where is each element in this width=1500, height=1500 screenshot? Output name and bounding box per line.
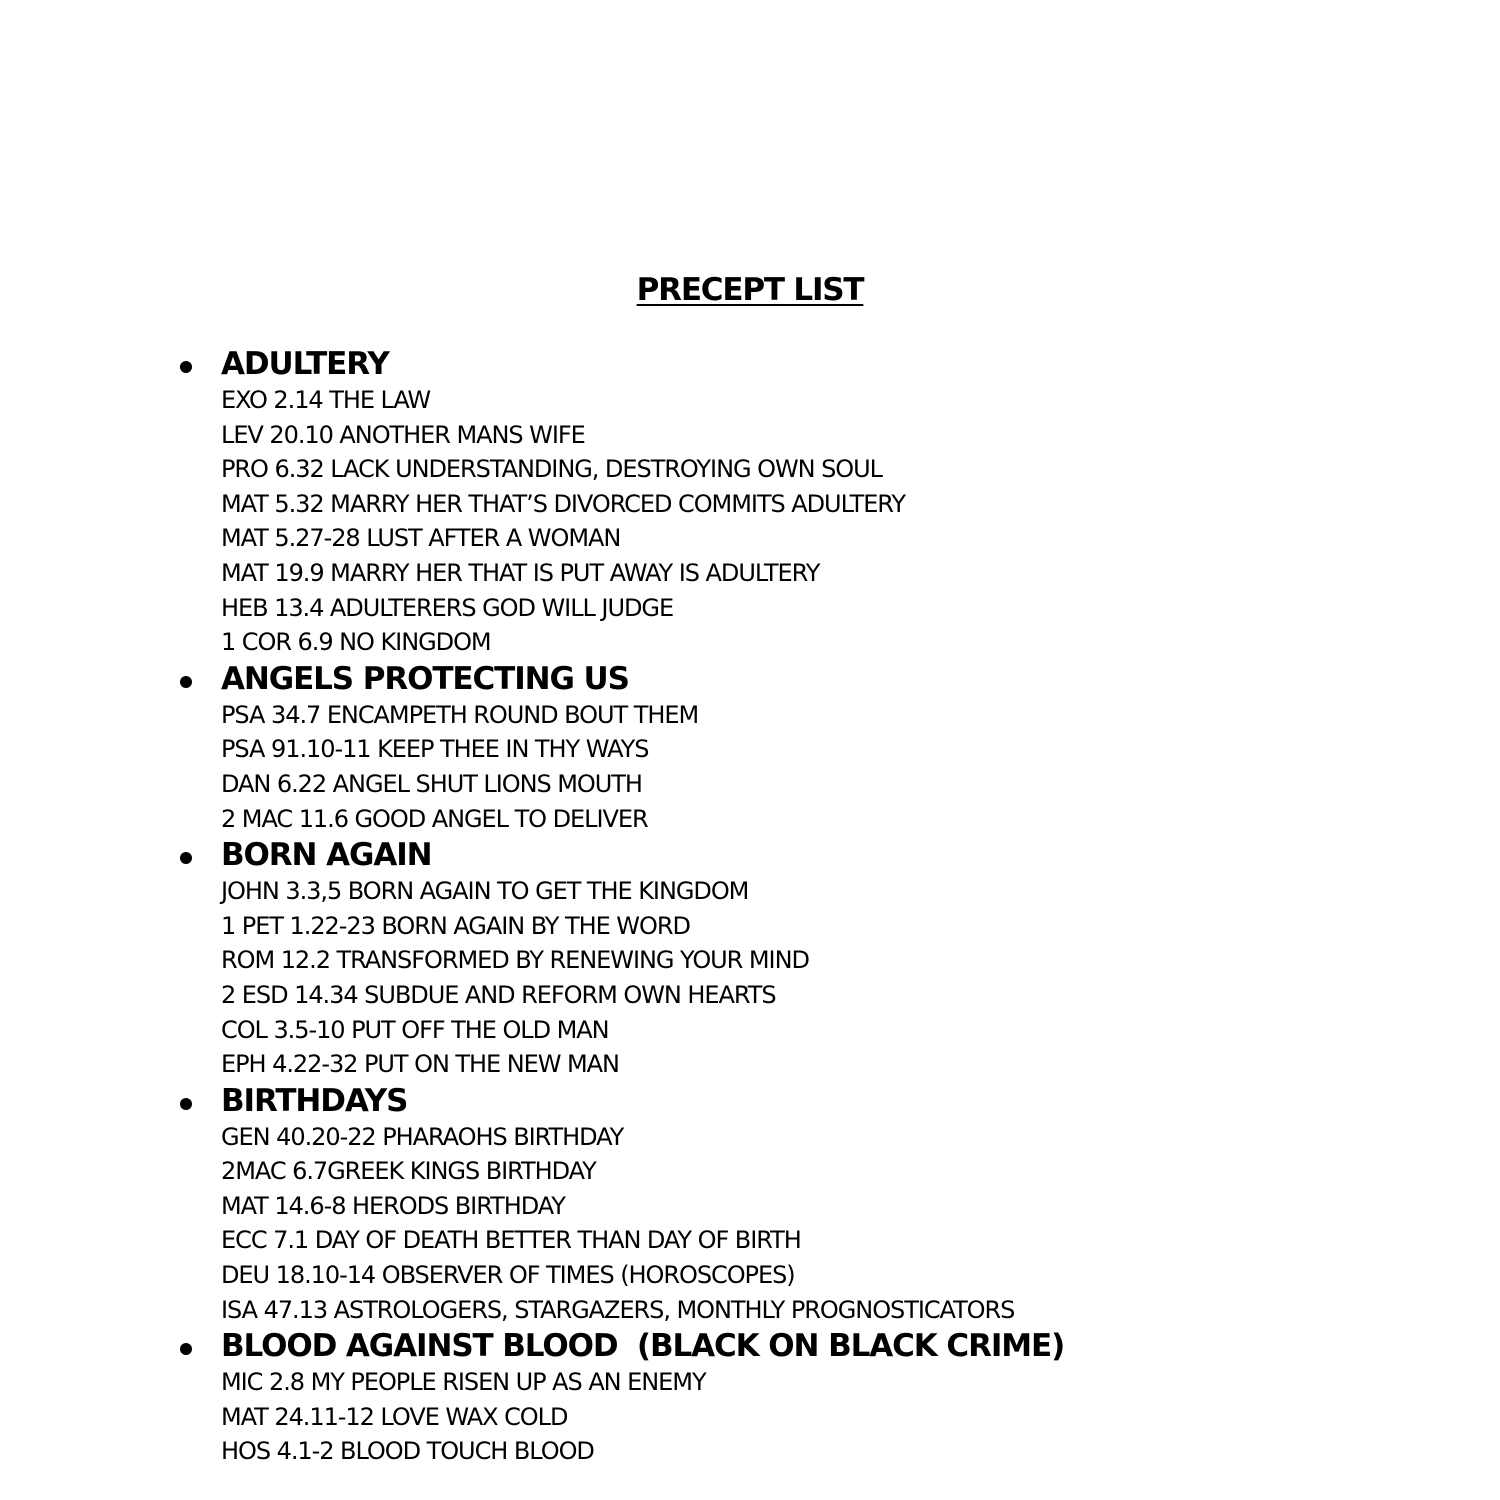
list-item: PSA 34.7 ENCAMPETH ROUND BOUT THEM <box>221 700 699 729</box>
precept-list <box>0 345 1500 1469</box>
section-heading-row <box>0 1327 1500 1365</box>
section-heading: ANGELS PROTECTING US <box>221 660 629 697</box>
list-item: MAT 5.27-28 LUST AFTER A WOMAN <box>221 524 621 553</box>
section-heading-row <box>0 836 1500 874</box>
section-heading-row <box>0 660 1500 698</box>
section-entries <box>0 874 1500 1082</box>
list-item: ROM 12.2 TRANSFORMED BY RENEWING YOUR MIND <box>221 946 809 975</box>
section-heading: BIRTHDAYS <box>221 1082 408 1119</box>
list-item: MAT 19.9 MARRY HER THAT IS PUT AWAY IS ADULTERY <box>221 558 820 587</box>
section-entries <box>0 698 1500 836</box>
list-item: 2 MAC 11.6 GOOD ANGEL TO DELIVER <box>221 804 648 833</box>
list-item: ISA 47.13 ASTROLOGERS, STARGAZERS, MONTHLY PROGNOSTICATORS <box>221 1295 1015 1324</box>
list-item: 1 COR 6.9 NO KINGDOM <box>221 628 491 657</box>
list-item: PRO 6.32 LACK UNDERSTANDING, DESTROYING OWN SOUL <box>221 455 882 484</box>
section-heading-row <box>0 345 1500 383</box>
bullet-icon <box>180 676 192 688</box>
bullet-icon <box>180 1098 192 1110</box>
section-heading-row <box>0 1082 1500 1120</box>
list-item: EPH 4.22-32 PUT ON THE NEW MAN <box>221 1050 619 1079</box>
bullet-icon <box>180 1343 192 1355</box>
bullet-icon <box>180 852 192 864</box>
list-item: 2 ESD 14.34 SUBDUE AND REFORM OWN HEARTS <box>221 980 776 1009</box>
list-item: DAN 6.22 ANGEL SHUT LIONS MOUTH <box>221 769 642 798</box>
list-item: MAT 14.6-8 HERODS BIRTHDAY <box>221 1191 565 1220</box>
list-item: PSA 91.10-11 KEEP THEE IN THY WAYS <box>221 735 649 764</box>
section-blood-against-blood <box>0 1327 1500 1469</box>
page-title <box>0 270 1500 310</box>
list-item: 2MAC 6.7GREEK KINGS BIRTHDAY <box>221 1157 596 1186</box>
list-item: ECC 7.1 DAY OF DEATH BETTER THAN DAY OF BIRTH <box>221 1226 801 1255</box>
list-item: MAT 24.11-12 LOVE WAX COLD <box>221 1402 568 1431</box>
list-item: GEN 40.20-22 PHARAOHS BIRTHDAY <box>221 1122 624 1151</box>
list-item: EXO 2.14 THE LAW <box>221 386 431 414</box>
section-angels-protecting-us <box>0 660 1500 836</box>
section-entries <box>0 383 1500 660</box>
section-heading: ADULTERY <box>221 346 389 382</box>
list-item: COL 3.5-10 PUT OFF THE OLD MAN <box>221 1015 609 1044</box>
section-entries <box>0 1120 1500 1328</box>
section-heading: BORN AGAIN <box>221 837 432 874</box>
section-adultery <box>0 345 1500 660</box>
list-item: 1 PET 1.22-23 BORN AGAIN BY THE WORD <box>221 911 690 940</box>
page-title-text: PRECEPT LIST <box>636 272 864 308</box>
list-item: DEU 18.10-14 OBSERVER OF TIMES (HOROSCOPES) <box>221 1261 795 1290</box>
list-item: LEV 20.10 ANOTHER MANS WIFE <box>221 420 585 449</box>
list-item: JOHN 3.3,5 BORN AGAIN TO GET THE KINGDOM <box>221 877 749 906</box>
bullet-icon <box>180 361 192 373</box>
list-item: HOS 4.1-2 BLOOD TOUCH BLOOD <box>221 1437 594 1466</box>
section-born-again <box>0 836 1500 1082</box>
section-entries <box>0 1365 1500 1469</box>
section-heading: BLOOD AGAINST BLOOD (BLACK ON BLACK CRIME) <box>221 1328 1065 1365</box>
list-item: MIC 2.8 MY PEOPLE RISEN UP AS AN ENEMY <box>221 1368 706 1397</box>
list-item: MAT 5.32 MARRY HER THAT’S DIVORCED COMMITS ADULTERY <box>221 489 906 518</box>
section-birthdays <box>0 1082 1500 1328</box>
list-item: HEB 13.4 ADULTERERS GOD WILL JUDGE <box>221 593 674 622</box>
